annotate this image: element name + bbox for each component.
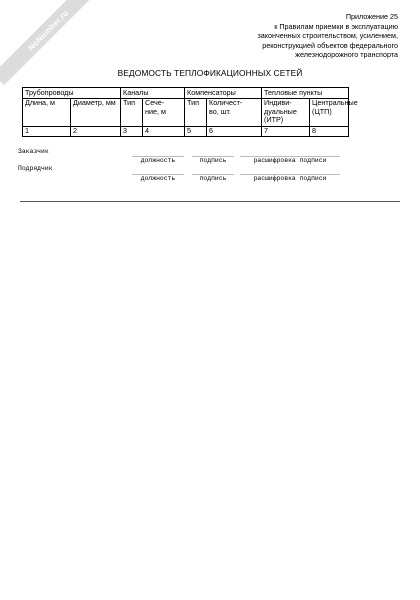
watermark-text: NoNumber.ru	[26, 8, 70, 52]
group-header-cell: Компенсаторы	[185, 88, 262, 99]
appendix-header	[168, 12, 398, 60]
column-number-cell: 7	[262, 126, 310, 137]
group-header-cell: Каналы	[121, 88, 185, 99]
column-header-row	[23, 98, 349, 126]
column-header-cell: Центральные (ЦТП)	[310, 98, 349, 126]
header-line: железнодорожного транспорта	[295, 50, 398, 59]
column-number-cell: 4	[143, 126, 185, 137]
name-caption: расшифровка подписи	[253, 175, 327, 182]
column-header-cell: Количест- во, шт.	[207, 98, 262, 126]
column-header-cell: Тип	[185, 98, 207, 126]
column-number-cell: 2	[71, 126, 121, 137]
column-number-cell: 1	[23, 126, 71, 137]
position-caption: должность	[140, 175, 176, 182]
header-line: к Правилам приемки в эксплуатацию	[274, 21, 398, 31]
group-header-cell: Тепловые пункты	[262, 88, 349, 99]
document-title: ВЕДОМОСТЬ ТЕПЛОФИКАЦИОННЫХ СЕТЕЙ	[117, 68, 303, 78]
page-divider	[20, 201, 400, 202]
column-header-cell: Индиви- дуальные (ИТР)	[262, 98, 310, 126]
column-number-cell: 5	[185, 126, 207, 137]
column-header-cell: Длина, м	[23, 98, 71, 126]
name-caption: расшифровка подписи	[253, 157, 327, 164]
position-caption: должность	[140, 157, 176, 164]
header-line: Приложение 25	[345, 12, 398, 21]
header-line: законченных строительством, усилением,	[257, 31, 398, 40]
heating-network-table	[22, 87, 358, 137]
column-number-cell: 6	[207, 126, 262, 137]
column-header-cell: Сече- ние, м	[143, 98, 185, 126]
column-number-row	[23, 126, 349, 137]
column-number-cell: 8	[310, 126, 349, 137]
signature-caption: подпись	[199, 175, 227, 182]
group-header-cell: Трубопроводы	[23, 88, 121, 99]
column-header-cell: Диаметр, мм	[71, 98, 121, 126]
group-header-row	[23, 88, 349, 99]
signature-caption: подпись	[199, 157, 227, 164]
customer-label: Заказчик	[18, 148, 49, 155]
column-number-cell: 3	[121, 126, 143, 137]
contractor-label: Подрядчик	[18, 165, 53, 172]
header-line: реконструкцией объектов федерального	[262, 40, 398, 50]
column-header-cell: Тип	[121, 98, 143, 126]
